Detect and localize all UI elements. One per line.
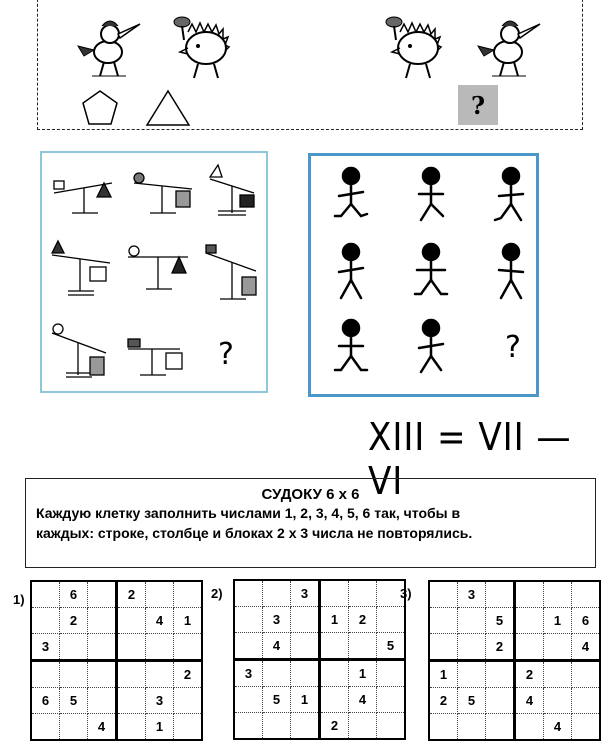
- grid-cell[interactable]: 6: [31, 688, 60, 714]
- grid-cell[interactable]: 4: [146, 608, 174, 634]
- grid-row: [429, 581, 600, 608]
- grid-cell[interactable]: 1: [174, 608, 203, 634]
- grid-cell[interactable]: 2: [486, 634, 515, 661]
- grid-row: [234, 607, 405, 633]
- grid-cell[interactable]: 4: [572, 634, 601, 661]
- stick-figure: [415, 244, 447, 294]
- grid-cell[interactable]: [263, 660, 291, 687]
- grid-cell[interactable]: 1: [291, 687, 320, 713]
- grid-cell[interactable]: 4: [88, 714, 117, 741]
- sudoku-instructions: [25, 478, 596, 568]
- grid-cell[interactable]: [515, 634, 544, 661]
- grid-row: [31, 608, 202, 634]
- grid-cell[interactable]: [377, 687, 406, 713]
- grid-label-3: 3): [400, 586, 412, 601]
- scale-icon: [128, 246, 188, 289]
- grid-cell[interactable]: [234, 687, 263, 713]
- roman-numeral-equation: XIII = VII — VI: [368, 415, 572, 503]
- grid-row: [429, 661, 600, 688]
- grid-cell[interactable]: 2: [515, 661, 544, 688]
- stick-figures: [311, 156, 536, 394]
- grid-cell[interactable]: [544, 688, 572, 714]
- grid-cell[interactable]: [486, 688, 515, 714]
- grid-label-2: 2): [211, 586, 223, 601]
- grid-cell[interactable]: [117, 634, 146, 661]
- grid-cell[interactable]: [117, 688, 146, 714]
- scale-icon: [210, 165, 254, 215]
- scale-icon: [52, 324, 106, 377]
- grid-row: [234, 660, 405, 687]
- grid-cell[interactable]: [117, 661, 146, 688]
- grid-cell[interactable]: 5: [377, 633, 406, 660]
- stick-figure: [419, 320, 443, 372]
- grid-cell[interactable]: [458, 714, 486, 741]
- missing-item-box: ?: [458, 85, 498, 125]
- grid-cell[interactable]: [320, 660, 349, 687]
- scale-icon: [54, 181, 112, 213]
- grid-cell[interactable]: [458, 608, 486, 634]
- grid-cell[interactable]: 1: [146, 714, 174, 741]
- grid-cell[interactable]: 3: [263, 607, 291, 633]
- grid-cell[interactable]: [234, 607, 263, 633]
- grid-cell[interactable]: [515, 581, 544, 608]
- stick-figure: [495, 168, 523, 220]
- grid-row: [429, 634, 600, 661]
- grid-cell[interactable]: 4: [544, 714, 572, 741]
- grid-cell[interactable]: [458, 634, 486, 661]
- sudoku-rule-line-1: Каждую клетку заполнить числами 1, 2, 3, 4, 5, 6 так, чтобы в: [36, 505, 461, 521]
- grid-cell[interactable]: [88, 608, 117, 634]
- grid-cell[interactable]: [544, 634, 572, 661]
- grid-cell[interactable]: 6: [572, 608, 601, 634]
- sudoku-grid-3: [428, 580, 601, 741]
- grid-cell[interactable]: [117, 608, 146, 634]
- scale-icon: [134, 173, 192, 213]
- stick-figure: [499, 244, 523, 298]
- grid-cell[interactable]: 2: [174, 661, 203, 688]
- grid-cell[interactable]: [60, 634, 88, 661]
- grid-cell[interactable]: [146, 661, 174, 688]
- sudoku-title: СУДОКУ 6 х 6: [261, 486, 360, 503]
- grid-cell[interactable]: [117, 714, 146, 741]
- grid-cell[interactable]: 5: [458, 688, 486, 714]
- stick-figure: [339, 244, 363, 298]
- grid-cell[interactable]: [320, 687, 349, 713]
- stick-figure: [335, 168, 367, 216]
- grid-cell[interactable]: [486, 661, 515, 688]
- grid-cell[interactable]: [377, 713, 406, 740]
- scale-icon: [52, 241, 110, 295]
- grid-cell[interactable]: [486, 581, 515, 608]
- grid-cell[interactable]: 2: [349, 607, 377, 633]
- grid-cell[interactable]: 3: [31, 634, 60, 661]
- grid-cell[interactable]: [88, 634, 117, 661]
- grid-cell[interactable]: [31, 581, 60, 608]
- stick-figure: [335, 320, 367, 370]
- grid-cell[interactable]: [515, 608, 544, 634]
- hedgehog-illustration: [168, 12, 240, 82]
- grid-cell[interactable]: 4: [263, 633, 291, 660]
- grid-cell[interactable]: 1: [429, 661, 458, 688]
- grid-cell[interactable]: [263, 713, 291, 740]
- scales-puzzle-panel: [40, 151, 268, 393]
- grid-cell[interactable]: [174, 714, 203, 741]
- grid-row: [31, 581, 202, 608]
- grid-cell[interactable]: [291, 633, 320, 660]
- grid-cell[interactable]: [349, 580, 377, 607]
- triangle-shape: [145, 88, 191, 128]
- grid-row: [234, 633, 405, 660]
- grid-cell[interactable]: 2: [117, 581, 146, 608]
- grid-row: [429, 608, 600, 634]
- grid-cell[interactable]: [429, 714, 458, 741]
- grid-cell[interactable]: [349, 713, 377, 740]
- grid-cell[interactable]: [146, 634, 174, 661]
- scale-icon: [128, 339, 182, 375]
- grid-row: [31, 661, 202, 688]
- missing-scale-question-mark: ?: [218, 337, 234, 372]
- grid-cell[interactable]: [291, 660, 320, 687]
- grid-cell[interactable]: [572, 661, 601, 688]
- grid-cell[interactable]: [377, 607, 406, 633]
- grid-cell[interactable]: [544, 581, 572, 608]
- grid-row: [429, 688, 600, 714]
- grid-cell[interactable]: [174, 634, 203, 661]
- stick-figure: [419, 168, 443, 220]
- sudoku-grid-1: [30, 580, 203, 741]
- grid-cell[interactable]: [234, 580, 263, 607]
- grid-cell[interactable]: [174, 581, 203, 608]
- grid-cell[interactable]: 4: [515, 688, 544, 714]
- grid-cell[interactable]: 2: [429, 688, 458, 714]
- grid-cell[interactable]: [88, 688, 117, 714]
- grid-row: [234, 580, 405, 607]
- grid-cell[interactable]: 1: [544, 608, 572, 634]
- grid-row: [234, 713, 405, 740]
- grid-cell[interactable]: [572, 581, 601, 608]
- grid-row: [429, 714, 600, 741]
- grid-cell[interactable]: 3: [234, 660, 263, 687]
- grid-row: [31, 714, 202, 741]
- grid-cell[interactable]: 5: [263, 687, 291, 713]
- grid-cell[interactable]: [234, 713, 263, 740]
- grid-label-1: 1): [13, 592, 25, 607]
- grid-cell[interactable]: [263, 580, 291, 607]
- sudoku-rule-line-2: каждых: строке, столбце и блоках 2 х 3 числа не повторялись.: [36, 525, 473, 541]
- grid-cell[interactable]: [377, 660, 406, 687]
- grid-cell[interactable]: [429, 581, 458, 608]
- grid-cell[interactable]: [88, 581, 117, 608]
- missing-figure-question-mark: ?: [505, 330, 521, 365]
- grid-cell[interactable]: [429, 634, 458, 661]
- grid-cell[interactable]: [320, 633, 349, 660]
- grid-cell[interactable]: [458, 661, 486, 688]
- grid-cell[interactable]: [429, 608, 458, 634]
- grid-cell[interactable]: 3: [458, 581, 486, 608]
- grid-cell[interactable]: [349, 633, 377, 660]
- grid-cell[interactable]: [291, 713, 320, 740]
- grid-cell[interactable]: [291, 607, 320, 633]
- grid-cell[interactable]: [146, 581, 174, 608]
- grid-cell[interactable]: [515, 714, 544, 741]
- grid-cell[interactable]: [60, 661, 88, 688]
- grid-cell[interactable]: [320, 580, 349, 607]
- grid-cell[interactable]: [544, 661, 572, 688]
- grid-row: [234, 687, 405, 713]
- grid-row: [31, 634, 202, 661]
- grid-cell[interactable]: 6: [60, 581, 88, 608]
- grid-cell[interactable]: 2: [320, 713, 349, 740]
- grid-cell[interactable]: 2: [60, 608, 88, 634]
- hedgehog-illustration: [380, 12, 452, 82]
- grid-cell[interactable]: 3: [291, 580, 320, 607]
- grid-cell[interactable]: 3: [146, 688, 174, 714]
- bird-illustration: [70, 12, 148, 80]
- bird-illustration: [470, 12, 548, 80]
- grid-row: [31, 688, 202, 714]
- grid-cell[interactable]: 4: [349, 687, 377, 713]
- grid-cell[interactable]: [234, 633, 263, 660]
- grid-cell[interactable]: [572, 688, 601, 714]
- figures-puzzle-panel: [308, 153, 539, 397]
- grid-cell[interactable]: [88, 661, 117, 688]
- grid-cell[interactable]: 5: [60, 688, 88, 714]
- grid-cell[interactable]: [31, 661, 60, 688]
- sudoku-grid-2: [233, 579, 406, 740]
- grid-cell[interactable]: [572, 714, 601, 741]
- grid-cell[interactable]: 5: [486, 608, 515, 634]
- grid-cell[interactable]: [486, 714, 515, 741]
- grid-cell[interactable]: 1: [349, 660, 377, 687]
- grid-cell[interactable]: [31, 608, 60, 634]
- pentagon-shape: [80, 88, 120, 128]
- grid-cell[interactable]: 1: [320, 607, 349, 633]
- scale-icon: [206, 245, 256, 299]
- grid-cell[interactable]: [60, 714, 88, 741]
- grid-cell[interactable]: [31, 714, 60, 741]
- grid-cell[interactable]: [174, 688, 203, 714]
